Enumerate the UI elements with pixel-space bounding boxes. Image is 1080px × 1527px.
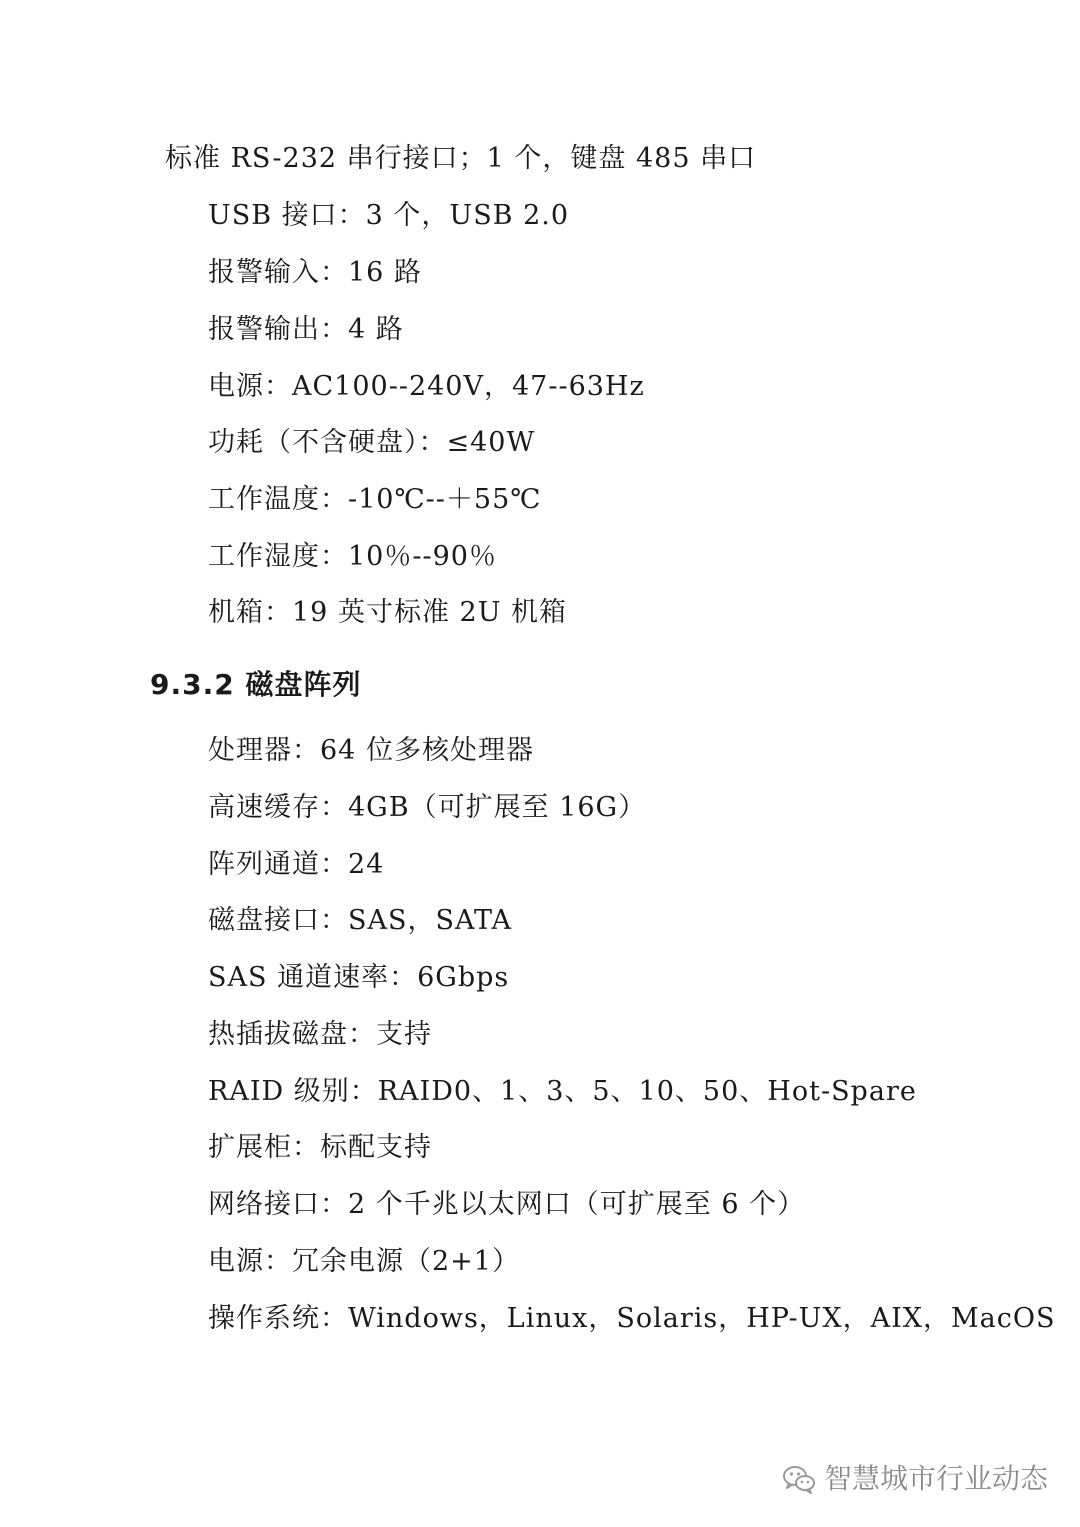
spec-line-redundant-power: 电源：冗余电源（2+1） bbox=[208, 1246, 520, 1277]
spec-line-alarm-output: 报警输出：4 路 bbox=[208, 314, 404, 345]
spec-line-processor: 处理器：64 位多核处理器 bbox=[208, 735, 534, 766]
spec-line-network: 网络接口：2 个千兆以太网口（可扩展至 6 个） bbox=[208, 1189, 806, 1220]
spec-line-operating-temperature: 工作温度：-10℃--＋55℃ bbox=[208, 484, 542, 515]
spec-line-operating-humidity: 工作湿度：10％--90％ bbox=[208, 541, 497, 572]
spec-line-os: 操作系统：Windows，Linux，Solaris，HP-UX，AIX，MacOS bbox=[208, 1303, 1056, 1334]
spec-line-usb: USB 接口：3 个，USB 2.0 bbox=[208, 200, 570, 231]
spec-line-disk-interface: 磁盘接口：SAS，SATA bbox=[208, 905, 513, 936]
spec-line-serial-port: 标准 RS-232 串行接口；1 个，键盘 485 串口 bbox=[165, 143, 757, 174]
spec-line-sas-rate: SAS 通道速率：6Gbps bbox=[208, 962, 510, 993]
watermark bbox=[782, 1461, 1048, 1497]
section-heading: 9.3.2 磁盘阵列 bbox=[150, 668, 362, 701]
spec-line-hot-swap: 热插拔磁盘：支持 bbox=[208, 1019, 432, 1050]
spec-line-expansion: 扩展柜：标配支持 bbox=[208, 1132, 432, 1163]
spec-line-raid-level: RAID 级别：RAID0、1、3、5、10、50、Hot-Spare bbox=[208, 1076, 917, 1107]
wechat-icon bbox=[782, 1464, 816, 1494]
spec-line-array-channels: 阵列通道：24 bbox=[208, 849, 385, 880]
watermark-text: 智慧城市行业动态 bbox=[823, 1462, 1048, 1495]
spec-line-power-consumption: 功耗（不含硬盘）：≤40W bbox=[208, 427, 536, 458]
spec-line-alarm-input: 报警输入：16 路 bbox=[208, 257, 422, 288]
spec-line-chassis: 机箱：19 英寸标准 2U 机箱 bbox=[208, 597, 568, 628]
spec-line-power: 电源：AC100--240V，47--63Hz bbox=[208, 371, 645, 402]
spec-line-cache: 高速缓存：4GB（可扩展至 16G） bbox=[208, 792, 647, 823]
